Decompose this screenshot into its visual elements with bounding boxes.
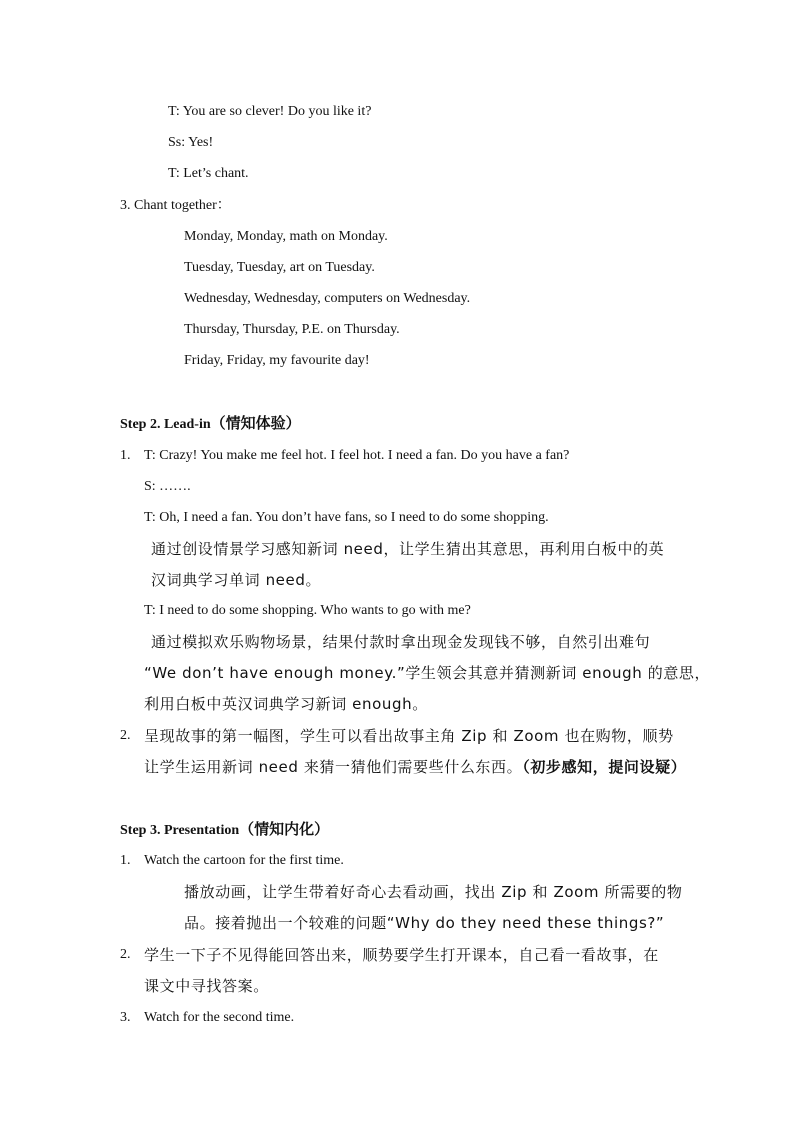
step2-heading-cn: （情知体验） xyxy=(210,414,301,432)
step2-item1-number: 1. xyxy=(120,448,131,463)
step3-item3-number: 3. xyxy=(120,1010,131,1025)
step2-item1-note1-b: 汉词典学习单词 need。 xyxy=(151,571,322,589)
step3-item3-line1: Watch for the second time. xyxy=(144,1010,295,1025)
dialogue-line-3: T: Let’s chant. xyxy=(168,166,249,181)
chant-title: 3. Chant together： xyxy=(120,198,231,213)
step3-item2-line1: 学生一下子不见得能回答出来，顺势要学生打开课本，自己看一看故事，在 xyxy=(144,946,659,964)
dialogue-line-1: T: You are so clever! Do you like it? xyxy=(168,104,372,119)
step3-item1-note-b: 品。接着抛出一个较难的问题“Why do they need these things?” xyxy=(184,914,665,932)
step2-item1-note1-a: 通过创设情景学习感知新词 need，让学生猜出其意思，再利用白板中的英 xyxy=(151,540,665,558)
step2-item1-line1: T: Crazy! You make me feel hot. I feel hot. I need a fan. Do you have a fan? xyxy=(144,448,570,463)
step3-heading xyxy=(120,819,329,841)
step2-item1-line3: T: Oh, I need a fan. You don’t have fans, so I need to do some shopping. xyxy=(144,510,549,525)
chant-line-2: Tuesday, Tuesday, art on Tuesday. xyxy=(184,260,375,275)
step2-heading-en: Step 2. Lead-in xyxy=(120,417,211,432)
step3-item1-number: 1. xyxy=(120,853,131,868)
step3-item1-line1: Watch the cartoon for the first time. xyxy=(144,853,344,868)
step2-heading xyxy=(120,413,301,435)
chant-line-1: Monday, Monday, math on Monday. xyxy=(184,229,388,244)
step2-item1-note2-c: 利用白板中英汉词典学习新词 enough。 xyxy=(144,695,428,713)
step3-item2-number: 2. xyxy=(120,947,131,962)
chant-line-5: Friday, Friday, my favourite day! xyxy=(184,353,370,368)
step2-item2-line2 xyxy=(144,757,686,777)
step3-heading-en: Step 3. Presentation xyxy=(120,823,240,838)
step2-item2-bold-note: （初步感知，提问设疑） xyxy=(522,758,687,776)
chant-line-4: Thursday, Thursday, P.E. on Thursday. xyxy=(184,322,400,337)
step2-item2-line1: 呈现故事的第一幅图，学生可以看出故事主角 Zip 和 Zoom 也在购物，顺势 xyxy=(144,727,674,745)
step2-item1-line4: T: I need to do some shopping. Who wants to go with me? xyxy=(144,603,471,618)
chant-line-3: Wednesday, Wednesday, computers on Wednesday. xyxy=(184,291,471,306)
dialogue-line-2: Ss: Yes! xyxy=(168,135,214,150)
step3-heading-cn: （情知内化） xyxy=(239,820,330,838)
step2-item2-number: 2. xyxy=(120,728,131,743)
step2-item1-note2-b: “We don’t have enough money.”学生领会其意并猜测新词 enough 的意思， xyxy=(144,664,711,682)
step2-item1-note2-a: 通过模拟欢乐购物场景，结果付款时拿出现金发现钱不够，自然引出难句 xyxy=(151,633,651,651)
step3-item2-line2: 课文中寻找答案。 xyxy=(144,977,269,995)
step2-item2-line2-text: 让学生运用新词 need 来猜一猜他们需要些什么东西。 xyxy=(144,758,523,776)
step3-item1-note-a: 播放动画，让学生带着好奇心去看动画，找出 Zip 和 Zoom 所需要的物 xyxy=(184,883,683,901)
step2-item1-line2: S: ……. xyxy=(144,479,191,494)
